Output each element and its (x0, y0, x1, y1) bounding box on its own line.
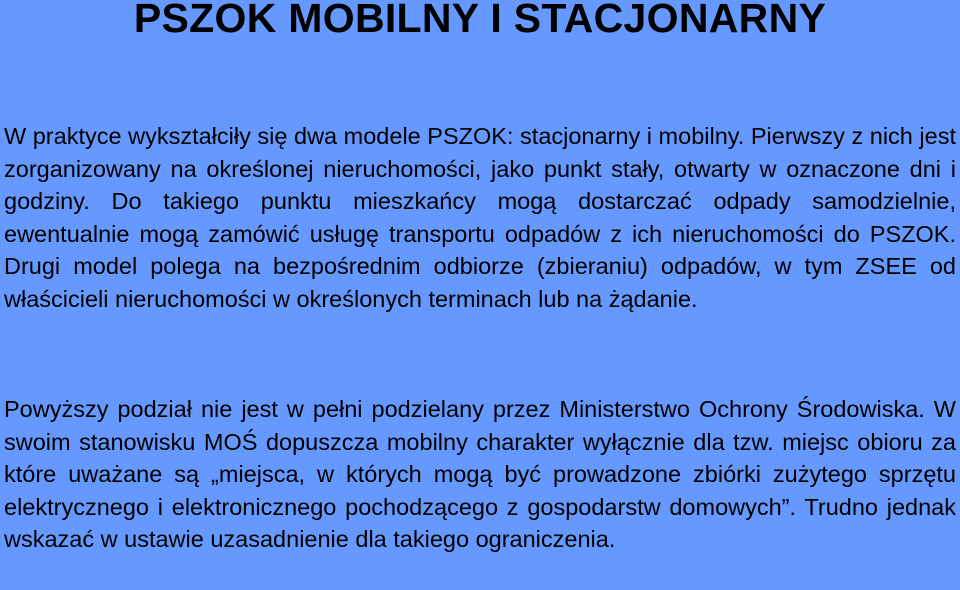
slide-title: PSZOK MOBILNY I STACJONARNY (133, 0, 827, 41)
paragraph-models: W praktyce wykształciły się dwa modele PSZOK: stacjonarny i mobilny. Pierwszy z nich jest zorganizowany na określonej nieruchomości, jako punkt stały, otwarty w oznaczone dni i godziny. Do takiego punktu mieszkańcy mogą dostarczać odpady samodzielnie, ewentualnie mogą zamówić usługę transportu odpadów z ich nieruchomości do PSZOK. Drugi model polega na bezpośrednim odbiorze (zbieraniu) odpadów, w tym ZSEE od właścicieli nieruchomości w określonych terminach lub na żądanie. (4, 123, 956, 312)
paragraph-ministry-position: Powyższy podział nie jest w pełni podzielany przez Ministerstwo Ochrony Środowiska. W swoim stanowisku MOŚ dopuszcza mobilny charakter wyłącznie dla tzw. miejsc obioru za które uważane są „miejsca, w których mogą być prowadzone zbiórki zużytego sprzętu elektrycznego i elektronicznego pochodzącego z gospodarstw domowych”. Trudno jednak wskazać w ustawie uzasadnienie dla takiego ograniczenia. (4, 396, 956, 553)
